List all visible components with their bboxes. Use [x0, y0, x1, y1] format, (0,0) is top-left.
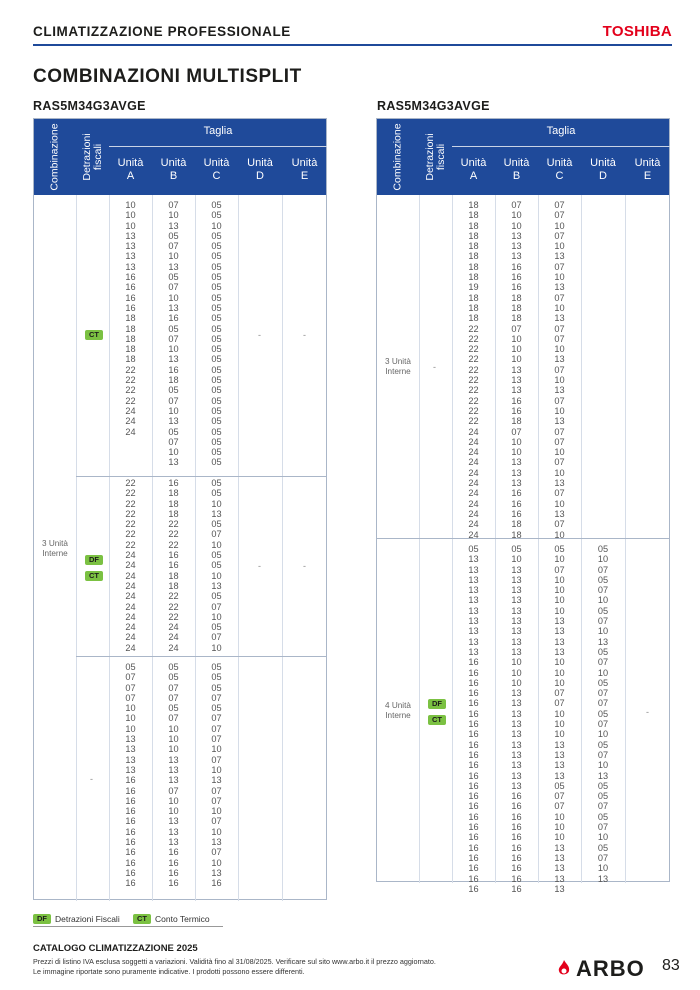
block1-unit-b: 07 10 10 13 13 13 16 16 16 18 18 18 07 10 10 10 13 13 13 16 16 18 07 10 10 13 13 13 16 16 16 18 18 [511, 200, 522, 540]
header-rule [33, 44, 672, 46]
legend-df-label: Detrazioni Fiscali [55, 914, 120, 924]
header-unit-a: Unità A [117, 157, 144, 182]
combination-label: 3 Unità Interne [42, 539, 68, 558]
header-unit-c: Unità C [203, 157, 230, 182]
header-combinazione: Combinazione [391, 123, 404, 191]
df-badge: DF [85, 555, 103, 565]
ct-badge: CT [85, 571, 103, 581]
block1-unit-a: 10 10 10 13 13 13 13 16 16 16 16 18 18 18 18 18 22 22 22 22 24 24 24 [125, 200, 136, 437]
header-detrazioni: Detrazioni fiscali [423, 133, 447, 181]
header-unit-a: Unità A [460, 157, 487, 182]
block1-unit-c: 05 05 10 05 05 05 05 05 05 05 05 05 05 05 05 05 05 05 05 05 05 05 05 05 05 05 [211, 200, 222, 468]
legend-df-badge: DF [33, 914, 51, 924]
block1-unit-e: - [303, 330, 306, 340]
block1-detrazioni: - [433, 362, 436, 372]
block2-unit-a: 22 22 22 22 22 22 22 24 24 24 24 24 24 24 24 24 24 [125, 478, 136, 653]
df-badge: DF [428, 699, 446, 709]
block2-unit-b: 05 10 13 13 13 13 13 13 13 13 13 10 10 10 13 13 13 13 13 13 13 13 13 13 16 16 16 16 16 16 16 16 16 16 [511, 544, 522, 894]
combination-label: 4 Unità Interne [385, 701, 411, 720]
block3-unit-c: 05 05 05 07 05 07 07 07 10 07 10 13 07 07 10 07 10 13 07 10 13 16 [211, 662, 222, 889]
block1-unit-b: 07 10 13 05 07 10 13 05 07 10 13 16 05 07 10 13 16 18 05 07 10 13 05 07 10 13 [168, 200, 179, 468]
ct-badge: CT [85, 330, 103, 340]
page-number: 83 [662, 957, 680, 974]
header-unit-e: Unità E [634, 157, 661, 182]
header-unit-e: Unità E [291, 157, 318, 182]
footer-title: CATALOGO CLIMATIZZAZIONE 2025 [33, 943, 198, 954]
table-left [33, 118, 327, 900]
header-unit-b: Unità B [160, 157, 187, 182]
footer-line-1: Prezzi di listino IVA esclusa soggetti a variazioni. Validità fino al 31/08/2025. Verificare sul sito www.arbo.it il prezzo aggiornato. [33, 957, 436, 966]
header-unit-d: Unità D [247, 157, 273, 182]
block2-unit-e: - [303, 561, 306, 571]
legend-divider [33, 926, 223, 927]
header-unit-d: Unità D [590, 157, 616, 182]
model-right: RAS5M34G3AVGE [377, 99, 490, 113]
block1-unit-c: 07 07 10 07 10 13 07 10 13 07 10 13 07 07 10 13 07 10 13 07 10 13 07 07 10 07 10 13 07 10 13 07 10 [554, 200, 565, 540]
page-title: COMBINAZIONI MULTISPLIT [33, 66, 302, 87]
block3-unit-a: 05 07 07 07 10 10 10 13 13 13 13 16 16 16 16 16 16 16 16 16 16 16 [125, 662, 136, 889]
block2-unit-c: 05 05 10 13 05 07 10 05 05 10 13 05 07 10 05 07 10 [211, 478, 222, 653]
header-unit-b: Unità B [503, 157, 530, 182]
header-taglia: Taglia [203, 125, 233, 137]
footer-line-2: Le immagine riportate sono puramente indicative. I prodotti possono essere differenti. [33, 967, 305, 976]
block2-unit-a: 05 13 13 13 13 13 13 13 13 13 13 16 16 16 16 16 16 16 16 16 16 16 16 16 16 16 16 16 16 16 16 16 16 16 [468, 544, 479, 894]
header-category: CLIMATIZZAZIONE PROFESSIONALE [33, 24, 291, 39]
legend-ct-badge: CT [133, 914, 151, 924]
legend-ct-label: Conto Termico [155, 914, 210, 924]
ct-badge: CT [428, 715, 446, 725]
block2-unit-d: - [258, 561, 261, 571]
arbo-logo: ARBO [576, 956, 645, 981]
block2-unit-c: 05 10 07 10 10 10 10 13 13 13 13 10 10 10 07 07 10 10 10 13 13 13 13 05 07 07 10 10 10 13 13 13 13 13 [554, 544, 565, 894]
block1-unit-d: - [258, 330, 261, 340]
block2-unit-e: - [646, 707, 649, 717]
table-right [376, 118, 670, 894]
header-taglia: Taglia [546, 125, 576, 137]
brand-logo: TOSHIBA [602, 23, 672, 40]
block1-unit-a: 18 18 18 18 18 18 18 18 19 18 18 18 22 22 22 22 22 22 22 22 22 22 24 24 24 24 24 24 24 24 24 24 24 [468, 200, 479, 540]
flame-icon [556, 959, 572, 977]
block3-detrazioni: - [90, 774, 93, 784]
header-combinazione: Combinazione [48, 123, 61, 191]
block2-unit-b: 16 18 18 18 22 22 22 16 16 18 18 22 22 22 24 24 24 [168, 478, 179, 653]
header-unit-c: Unità C [546, 157, 573, 182]
header-detrazioni: Detrazioni fiscali [80, 133, 104, 181]
combination-label: 3 Unità Interne [385, 357, 411, 376]
block2-unit-d: 05 10 07 05 07 10 05 07 10 13 05 07 10 05 07 07 05 07 10 05 07 10 13 05 05 07 05 07 10 05 07 10 13 [597, 544, 609, 884]
block3-unit-b: 05 05 07 07 05 07 10 10 10 13 13 13 07 10 10 13 13 13 16 16 16 16 [168, 662, 179, 889]
model-left: RAS5M34G3AVGE [33, 99, 146, 113]
